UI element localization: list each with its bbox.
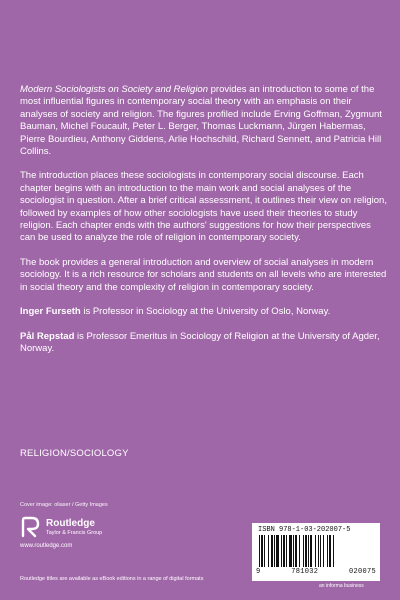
author-bio-1: Inger Furseth is Professor in Sociology at the University of Oslo, Norway. bbox=[20, 306, 331, 318]
author-bio-2: Pål Repstad is Professor Emeritus in Sociology of Religion at the University of Agder, Norway. bbox=[20, 330, 380, 354]
barcode-stripe bbox=[303, 535, 304, 567]
barcode-stripe bbox=[281, 535, 282, 567]
barcode-digits bbox=[256, 568, 376, 576]
barcode-stripe bbox=[286, 535, 287, 567]
barcode-stripe bbox=[310, 535, 312, 567]
isbn-label: ISBN 978-1-03-202007-5 bbox=[258, 526, 351, 534]
barcode-digit-group-2: 781032 bbox=[291, 568, 319, 576]
barcode-stripe bbox=[318, 535, 319, 567]
blurb-paragraph-3: The book provides a general introduction and overview of social analyses in modern sociology. It is a rich resource for scholars and students on all levels who are interested in social theory and the complexity of religion in contemporary society. bbox=[20, 256, 387, 293]
publisher-name: Routledge bbox=[46, 518, 95, 529]
barcode-digit-group-3: 020075 bbox=[348, 568, 376, 576]
barcode-stripe bbox=[259, 535, 260, 567]
barcode-stripe bbox=[323, 535, 324, 567]
barcode-stripe bbox=[329, 535, 331, 567]
barcode-stripe bbox=[283, 535, 285, 567]
barcode-stripe bbox=[305, 535, 307, 567]
barcode bbox=[252, 523, 380, 581]
publisher-group: Taylor & Francis Group bbox=[46, 530, 103, 536]
barcode-stripe bbox=[274, 535, 275, 567]
cover-credit: Cover image: oliaser / Getty Images bbox=[20, 502, 108, 508]
barcode-stripe bbox=[271, 535, 273, 567]
book-title: Modern Sociologists on Society and Religion bbox=[20, 84, 208, 95]
author-name-2: Pål Repstad bbox=[20, 330, 75, 342]
barcode-stripe bbox=[315, 535, 316, 567]
blurb-paragraph-2: The introduction places these sociologists in contemporary social discourse. Each chapter begins with an introduction to the main work and social analyses of the sociologist in question. After a brief critical assessment, it outlines their view on religion, followed by examples of how other sociologists have used their theories to study religion. Each chapter ends with the authors' suggestions for how their perspectives can be used to analyze the role of religion in contemporary society. bbox=[20, 170, 387, 244]
barcode-stripe bbox=[295, 535, 297, 567]
barcode-stripe bbox=[261, 535, 263, 567]
barcode-digit-group-1: 9 bbox=[256, 568, 261, 576]
publisher-url[interactable]: www.routledge.com bbox=[20, 543, 73, 549]
barcode-stripe bbox=[327, 535, 328, 567]
barcode-stripe bbox=[289, 535, 292, 567]
barcode-bars bbox=[257, 535, 375, 567]
barcode-stripe bbox=[299, 535, 300, 567]
author-name-1: Inger Furseth bbox=[20, 306, 81, 318]
barcode-stripe bbox=[268, 535, 269, 567]
barcode-stripe bbox=[293, 535, 294, 567]
blurb-paragraph-1: Modern Sociologists on Society and Religion provides an introduction to some of the most influential figures in contemporary social theory with an emphasis on their analyses of society and religion. The figures profiled include Erving Goffman, Zygmunt Bauman, Michel Foucault, Peter L. Berger, Thomas Luckmann, Jürgen Habermas, Pierre Bourdieu, Anthony Giddens, Arlie Hochschild, Richard Sennett, and Patricia Hill Collins. bbox=[20, 84, 382, 158]
publisher-block bbox=[20, 516, 180, 556]
barcode-stripe bbox=[264, 535, 265, 567]
blurb-text bbox=[20, 84, 388, 367]
barcode-stripe bbox=[276, 535, 279, 567]
barcode-stripe bbox=[308, 535, 309, 567]
subject-category: RELIGION/SOCIOLOGY bbox=[20, 448, 129, 459]
barcode-stripe bbox=[333, 535, 334, 567]
informa-note: an informa business bbox=[319, 583, 364, 589]
ebook-note: Routledge titles are available as eBook editions in a range of digital formats bbox=[20, 576, 204, 582]
routledge-r-logo-icon bbox=[20, 516, 42, 538]
barcode-stripe bbox=[320, 535, 321, 567]
